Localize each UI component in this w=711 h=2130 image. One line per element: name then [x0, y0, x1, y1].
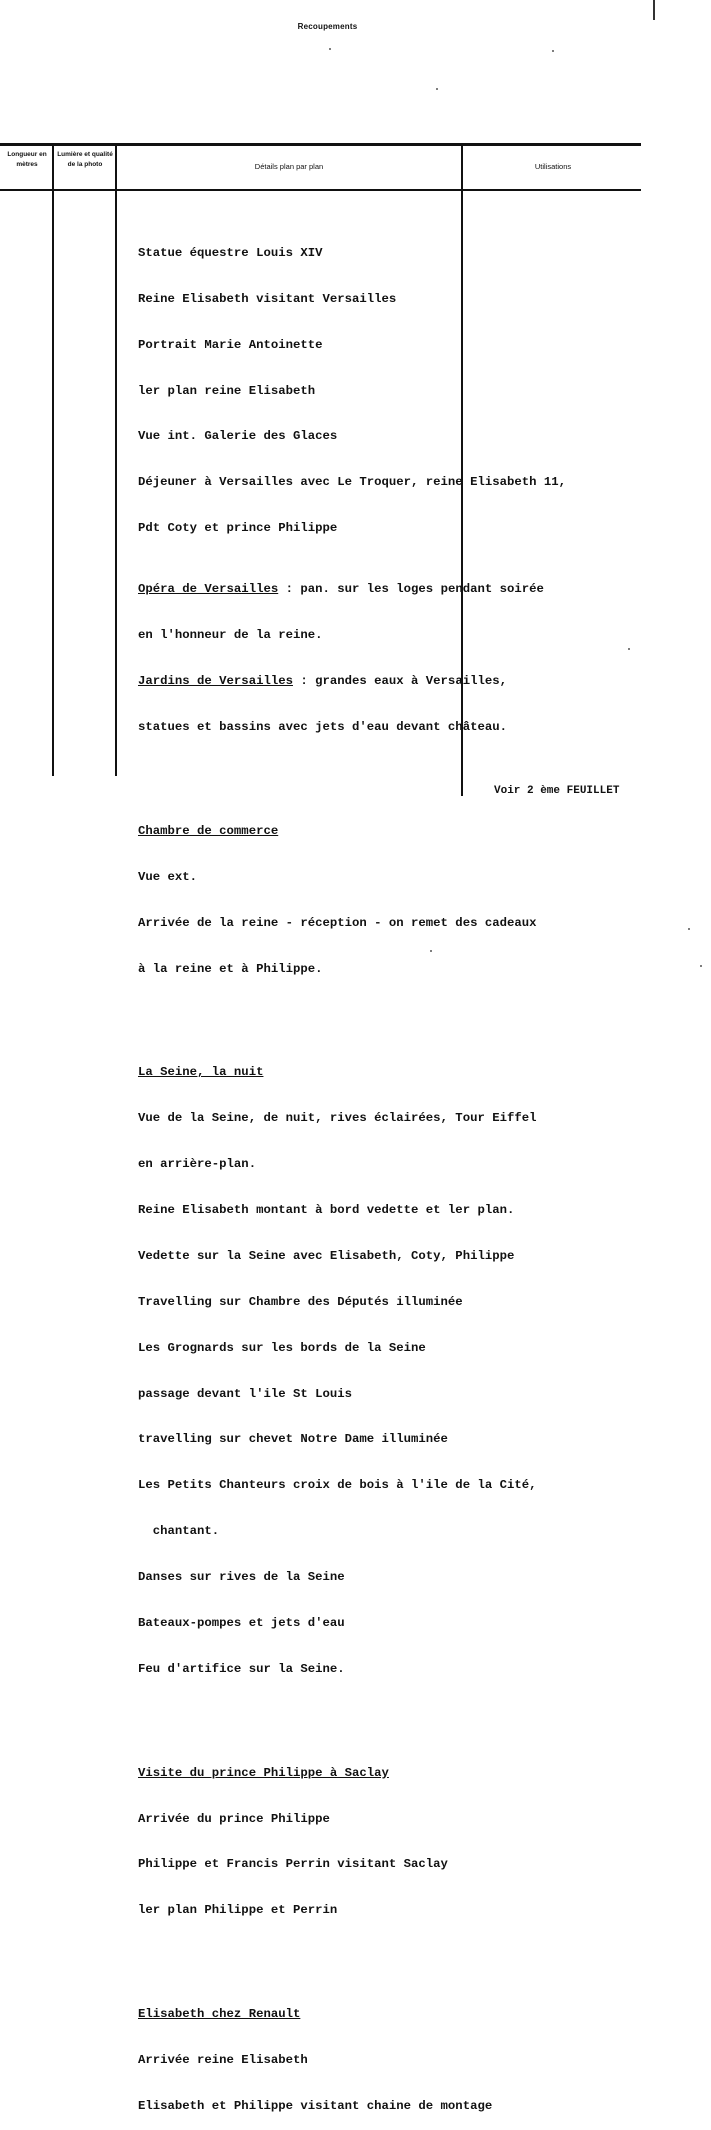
shot-line: Vue ext. [138, 869, 198, 884]
section-heading: Elisabeth chez Renault [138, 2007, 301, 2022]
shot-line [138, 582, 658, 597]
shot-line: Déjeuner à Versailles avec Le Troquer, reine Elisabeth 11, [138, 475, 567, 490]
shot-line: Feu d'artifice sur la Seine. [138, 1661, 345, 1676]
section-heading: Opéra de Versailles [138, 582, 279, 597]
section-heading: Visite du prince Philippe à Saclay [138, 1765, 389, 1780]
scan-speck [700, 965, 702, 967]
shot-line: en l'honneur de la reine. [138, 628, 323, 643]
section-heading: Chambre de commerce [138, 823, 279, 838]
shot-line: Arrivée du prince Philippe [138, 1811, 330, 1826]
shot-line: Bateaux-pompes et jets d'eau [138, 1616, 345, 1631]
shot-line: Vedette sur la Seine avec Elisabeth, Coty, Philippe [138, 1248, 515, 1263]
table-top-rule [0, 143, 641, 146]
shot-line: Philippe et Francis Perrin visitant Saclay [138, 1857, 448, 1872]
scan-speck [688, 928, 690, 930]
shot-details-text [138, 200, 658, 2130]
shot-line: ler plan reine Elisabeth [138, 383, 316, 398]
shot-line: Pdt Coty et prince Philippe [138, 521, 338, 536]
table-header-rule [0, 189, 641, 191]
column-header-longueur: Longueur en mètres [7, 151, 47, 168]
shot-line: Les Petits Chanteurs croix de bois à l'ile de la Cité, [138, 1478, 537, 1493]
shot-line: Arrivée de la reine - réception - on remet des cadeaux [138, 915, 537, 930]
column-divider-1 [52, 146, 54, 776]
shot-line: Travelling sur Chambre des Députés illuminée [138, 1294, 463, 1309]
scan-speck [628, 648, 630, 650]
column-header-details: Détails plan par plan [254, 162, 324, 171]
section-heading: La Seine, la nuit [138, 1065, 264, 1080]
shot-line: chantant. [138, 1524, 220, 1539]
shot-line: Danses sur rives de la Seine [138, 1570, 345, 1585]
page-title: Recoupements [297, 22, 358, 31]
shot-line: Elisabeth et Philippe visitant chaine de montage [138, 2098, 493, 2113]
shot-line-rest: : pan. sur les loges pendant soirée [278, 582, 544, 597]
shot-line: Arrivée reine Elisabeth [138, 2053, 308, 2068]
shot-line [138, 674, 658, 689]
shot-line: Portrait Marie Antoinette [138, 337, 323, 352]
scan-speck [436, 88, 438, 90]
shot-line: à la reine et à Philippe. [138, 961, 323, 976]
shot-line: Statue équestre Louis XIV [138, 245, 323, 260]
scan-speck [430, 950, 432, 952]
shot-line: Vue int. Galerie des Glaces [138, 429, 338, 444]
section-heading: Jardins de Versailles [138, 674, 293, 689]
shot-line-rest: : grandes eaux à Versailles, [292, 674, 507, 689]
shot-line: statues et bassins avec jets d'eau devant château. [138, 720, 507, 735]
shot-line: Vue de la Seine, de nuit, rives éclairées, Tour Eiffel [138, 1111, 537, 1126]
scan-speck [329, 48, 331, 50]
shot-line: travelling sur chevet Notre Dame illuminée [138, 1432, 448, 1447]
page-edge-mark [653, 0, 655, 20]
column-header-utilisations: Utilisations [534, 162, 572, 171]
shot-line: Les Grognards sur les bords de la Seine [138, 1340, 426, 1355]
shot-line: en arrière-plan. [138, 1157, 257, 1172]
continuation-note: Voir 2 ème FEUILLET [494, 785, 620, 797]
shot-line: passage devant l'ile St Louis [138, 1386, 353, 1401]
shot-line: ler plan Philippe et Perrin [138, 1903, 338, 1918]
scan-speck [552, 50, 554, 52]
shot-line: Reine Elisabeth montant à bord vedette et ler plan. [138, 1203, 515, 1217]
column-header-lumiere: Lumière et qualité de la photo [57, 151, 113, 168]
column-divider-2 [115, 146, 117, 776]
shot-line: Reine Elisabeth visitant Versailles [138, 291, 397, 306]
